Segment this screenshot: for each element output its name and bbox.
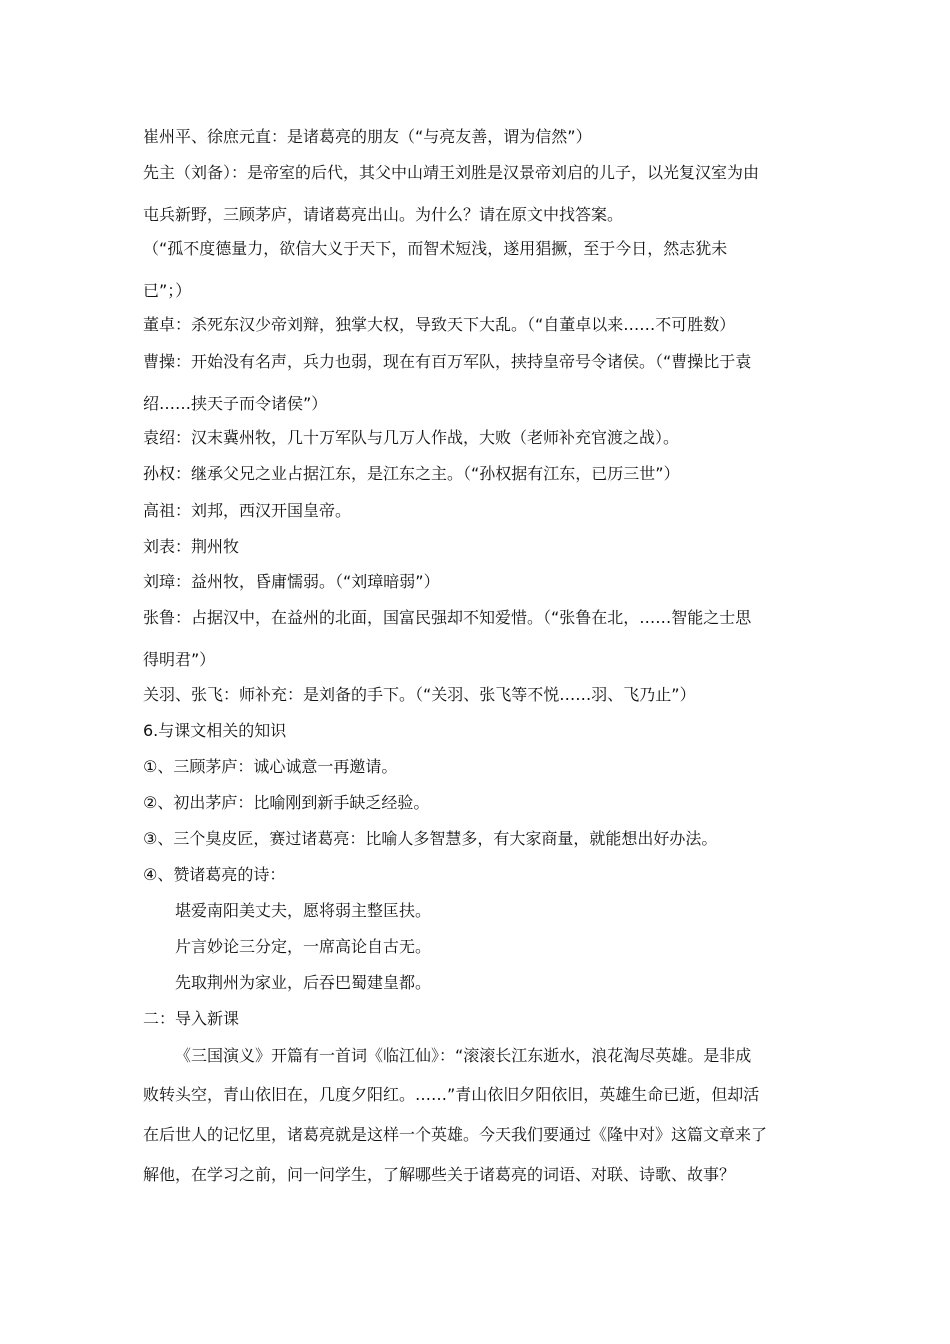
text-line: 崔州平、徐庶元直：是诸葛亮的朋友（“与亮友善，谓为信然”） — [143, 127, 592, 146]
text-line: 孙权：继承父兄之业占据江东，是江东之主。（“孙权据有江东，已历三世”） — [143, 464, 680, 483]
poem-line: 堪爱南阳美丈夫，愿将弱主整匡扶。 — [175, 901, 432, 920]
text-line: 董卓：杀死东汉少帝刘辩，独掌大权，导致天下大乱。（“自董卓以来……不可胜数） — [143, 315, 736, 334]
text-line: 得明君”） — [143, 650, 216, 669]
text-line: （“孤不度德量力，欲信大义于天下，而智术短浅，遂用猖撅，至于今日，然志犹未 — [143, 239, 728, 258]
text-line: 绍……挟天子而令诸侯”） — [143, 394, 328, 413]
section-heading: 二：导入新课 — [143, 1009, 240, 1028]
poem-line: 片言妙论三分定，一席高论自古无。 — [175, 937, 432, 956]
text-line: ④、赞诸葛亮的诗： — [143, 865, 286, 884]
text-line: 刘表：荆州牧 — [143, 537, 240, 556]
text-line: 已”；） — [143, 281, 192, 300]
paragraph-line: 《三国演义》开篇有一首词《临江仙》：“滚滚长江东逝水，浪花淘尽英雄。是非成 — [175, 1046, 752, 1065]
text-line: ①、三顾茅庐：诚心诚意一再邀请。 — [143, 757, 398, 776]
paragraph-line: 解他，在学习之前，问一问学生，了解哪些关于诸葛亮的词语、对联、诗歌、故事？ — [143, 1165, 736, 1184]
paragraph-line: 在后世人的记忆里，诸葛亮就是这样一个英雄。今天我们要通过《隆中对》这篇文章来了 — [143, 1125, 768, 1144]
text-line: 张鲁：占据汉中，在益州的北面，国富民强却不知爱惜。（“张鲁在北，……智能之士思 — [143, 608, 752, 627]
text-line: ③、三个臭皮匠，赛过诸葛亮：比喻人多智慧多，有大家商量，就能想出好办法。 — [143, 829, 718, 848]
text-line: 关羽、张飞：师补充：是刘备的手下。（“关羽、张飞等不悦……羽、飞乃止”） — [143, 685, 696, 704]
text-line: 高祖：刘邦，西汉开国皇帝。 — [143, 501, 352, 520]
text-line: 袁绍：汉末冀州牧，几十万军队与几万人作战，大败（老师补充官渡之战）。 — [143, 428, 680, 447]
text-line: 刘璋：益州牧，昏庸懦弱。（“刘璋暗弱”） — [143, 572, 440, 591]
paragraph-line: 败转头空，青山依旧在，几度夕阳红。……”青山依旧夕阳依旧，英雄生命已逝，但却活 — [143, 1085, 760, 1104]
text-line: 先主（刘备）：是帝室的后代，其父中山靖王刘胜是汉景帝刘启的儿子，以光复汉室为由 — [143, 163, 760, 182]
text-line: 屯兵新野，三顾茅庐，请诸葛亮出山。为什么？请在原文中找答案。 — [143, 205, 624, 224]
text-line: 曹操：开始没有名声，兵力也弱，现在有百万军队，挟持皇帝号令诸侯。（“曹操比于袁 — [143, 352, 752, 371]
section-heading: 6.与课文相关的知识 — [143, 721, 287, 740]
poem-line: 先取荆州为家业，后吞巴蜀建皇都。 — [175, 973, 432, 992]
text-line: ②、初出茅庐：比喻刚到新手缺乏经验。 — [143, 793, 430, 812]
